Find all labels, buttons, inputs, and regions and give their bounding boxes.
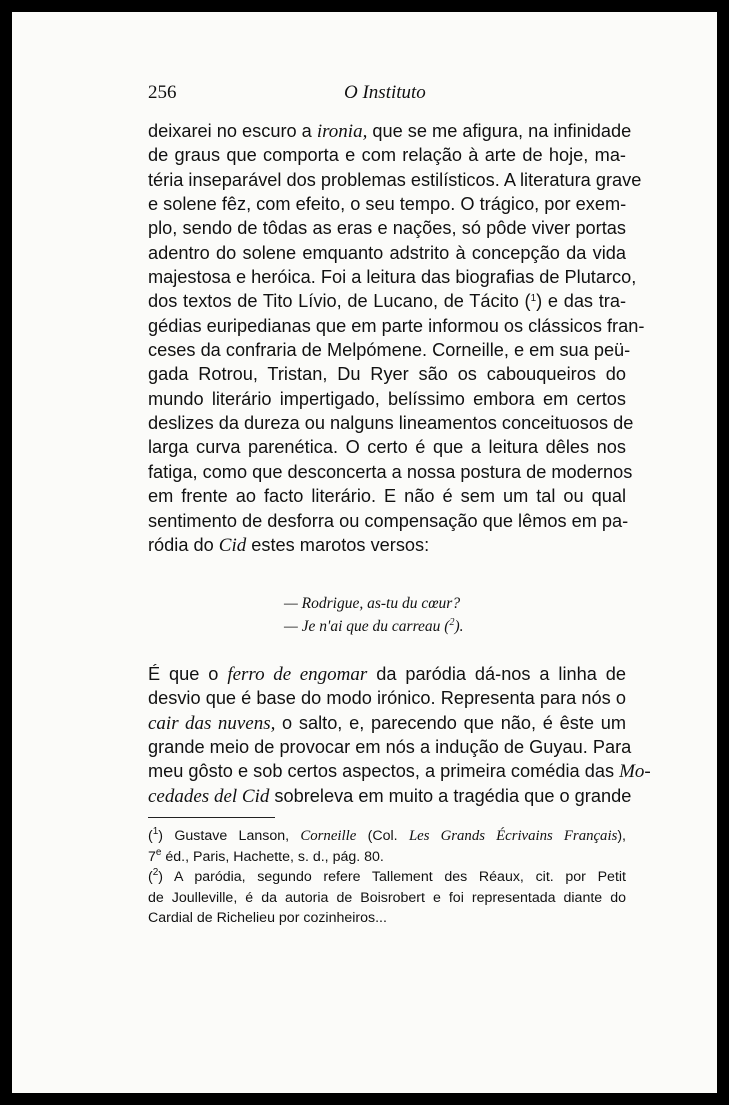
- text-run: ),: [617, 828, 626, 844]
- text-run: ) e das tra-: [536, 291, 627, 312]
- text-run: meu gôsto e sob certos aspectos, a primeira comédia das: [148, 761, 620, 782]
- text-line: téria inseparável dos problemas estilísticos. A literatura grave: [148, 169, 642, 190]
- text-run: que se me afigura, na infinidade: [367, 121, 632, 141]
- italic-term: Les Grands Écrivains Français: [408, 828, 618, 844]
- text-line: adentro do solene emquanto adstrito à concepção da vida: [148, 242, 626, 263]
- text-line: [148, 784, 632, 808]
- text-line: sentimento de desforra ou compensação que lêmos em pa-: [148, 510, 629, 531]
- footnote-marker: 2: [152, 867, 159, 878]
- superscript: e: [155, 846, 162, 858]
- text-line: em frente ao facto literário. E não é sem um tal ou qual: [148, 486, 626, 507]
- verse-quote: [284, 592, 464, 638]
- text-line: fatiga, como que desconcerta a nossa postura de modernos: [148, 461, 633, 482]
- text-run: É que o: [148, 664, 228, 684]
- text-run: A paródia, segundo refere Tallement des Réaux, cit. por Petit: [163, 869, 626, 885]
- footnote-divider: [148, 817, 275, 818]
- page-header: [148, 82, 628, 112]
- footnote-ref-1: 1: [530, 293, 537, 305]
- text-line: plo, sendo de tôdas as eras e nações, só pôde viver portas: [148, 218, 626, 239]
- text-run: (Col.: [356, 828, 409, 844]
- text-run: 7: [148, 848, 156, 865]
- text-line: desvio que é base do modo irónico. Representa para nós o: [148, 688, 626, 709]
- paragraph-1: [148, 119, 645, 557]
- verse-line: — Rodrigue, as-tu du cœur?: [284, 595, 461, 612]
- italic-term: cair das nuvens,: [148, 712, 276, 734]
- footnote-2-line: de Joulleville, é da autoria de Boisrobert e foi representada diante do: [148, 889, 626, 906]
- text-line: gada Rotrou, Tristan, Du Ryer são os cabouqueiros do: [148, 364, 626, 385]
- text-run: estes marotos versos:: [246, 534, 430, 555]
- text-run: sobreleva em muito a tragédia que o grande: [269, 785, 632, 806]
- page-number: 256: [148, 82, 177, 103]
- text-run: o salto, e, parecendo que não, é êste um: [275, 712, 627, 733]
- text-line: de graus que comporta e com relação à arte de hoje, ma-: [148, 145, 626, 166]
- text-line: [148, 533, 626, 557]
- text-run: Gustave Lanson,: [163, 828, 301, 844]
- text-line: mundo literário impertigado, belíssimo embora em certos: [148, 388, 626, 409]
- text-run: da paródia dá-nos a linha de: [367, 664, 626, 684]
- footnote-1-line: [148, 847, 626, 868]
- text-run: deixarei no escuro a: [148, 121, 317, 141]
- text-run: — Je n'ai que du carreau (: [284, 618, 450, 635]
- italic-term: Mo-: [619, 761, 651, 783]
- text-line: [148, 289, 626, 313]
- footnotes: [148, 826, 626, 929]
- italic-term: Corneille: [300, 828, 357, 844]
- text-line: [148, 119, 632, 143]
- text-run: éd., Paris, Hachette, s. d., pág. 80.: [161, 848, 384, 865]
- footnote-2-line: ($^2$) A paródia, segundo refere Tallement des Réaux, cit. por Petit: [148, 867, 626, 885]
- footnote-ref-2: 2: [449, 617, 455, 628]
- italic-term: Cid: [218, 534, 247, 556]
- book-page: [12, 12, 717, 1093]
- text-run: dos textos de Tito Lívio, de Lucano, de Tácito (: [148, 291, 531, 312]
- verse-line: [284, 615, 464, 638]
- text-line: [148, 759, 651, 783]
- text-line: grande meio de provocar em nós a indução de Guyau. Para: [148, 737, 632, 758]
- running-title: O Instituto: [344, 82, 426, 103]
- text-line: ceses da confraria de Melpómene. Corneille, e em sua peü-: [148, 340, 631, 361]
- text-line: gédias euripedianas que em parte informou os clássicos fran-: [148, 315, 645, 336]
- text-run: ).: [454, 618, 464, 635]
- text-line: majestosa e heróica. Foi a leitura das biografias de Plutarco,: [148, 267, 637, 288]
- text-line: [148, 662, 626, 686]
- italic-term: ironia,: [316, 121, 368, 142]
- italic-term: ferro de engomar: [227, 664, 368, 685]
- footnote-2-line: Cardial de Richelieu por cozinheiros...: [148, 910, 387, 926]
- text-line: larga curva parenética. O certo é que a leitura dêles nos: [148, 437, 626, 458]
- italic-term: cedades del Cid: [148, 785, 270, 807]
- text-line: deslizes da dureza ou nalguns lineamentos conceituosos de: [148, 413, 634, 434]
- footnote-1-line: ($^1$) Gustave Lanson, Corneille (Col. Les Grands Écrivains Français),: [148, 826, 626, 844]
- text-line: e solene fêz, com efeito, o seu tempo. O trágico, por exem-: [148, 194, 627, 215]
- paragraph-2: [148, 662, 651, 808]
- text-run: ródia do: [148, 534, 219, 555]
- footnote-marker: 1: [152, 826, 159, 837]
- text-line: [148, 711, 626, 735]
